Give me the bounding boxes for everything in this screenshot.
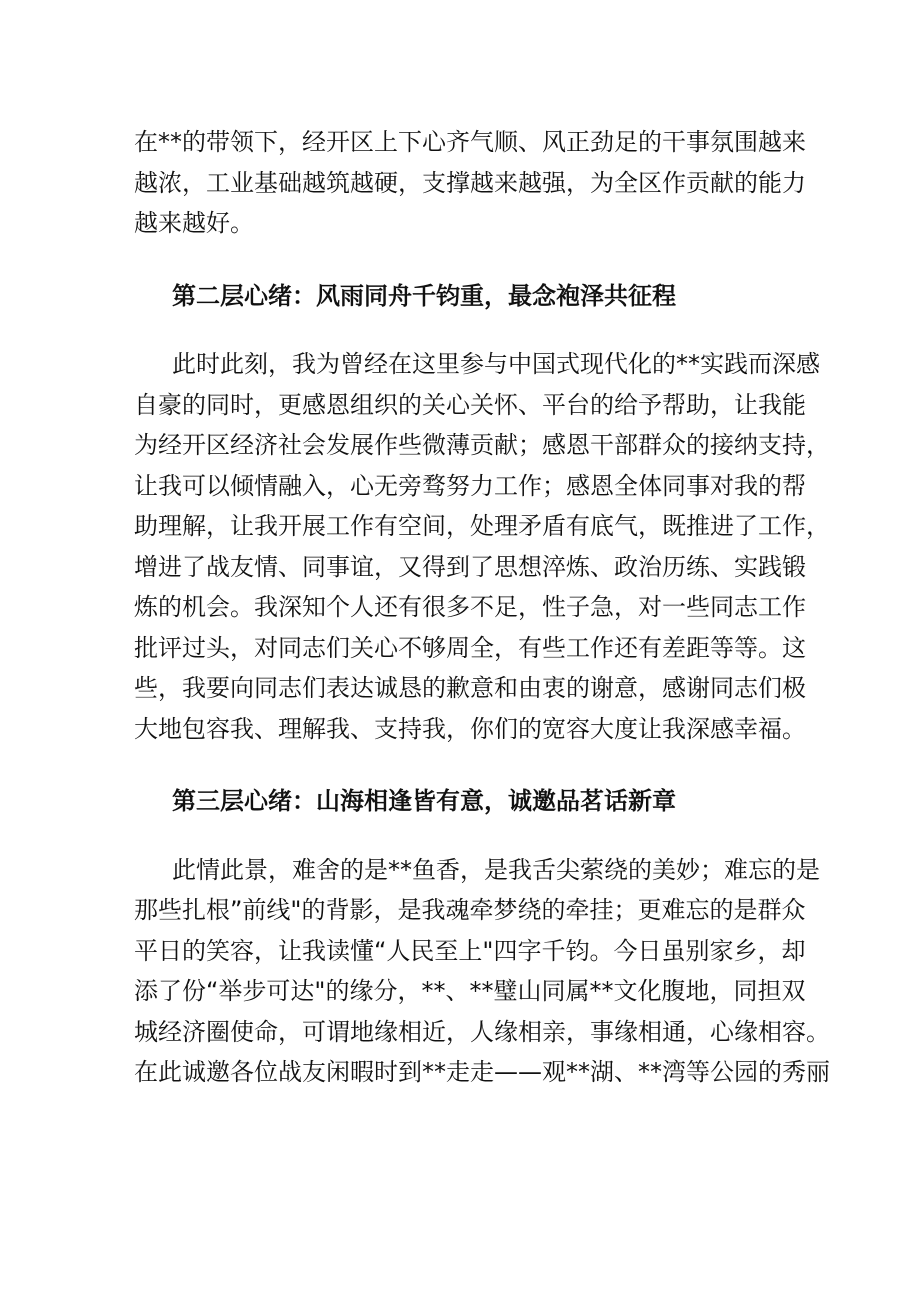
paragraph-line: 为经开区经济社会发展作些微薄贡献；感恩干部群众的接纳支持， bbox=[134, 431, 830, 459]
paragraph-line: 越浓，工业基础越筑越硬，支撑越来越强，为全区作贡献的能力 bbox=[134, 168, 806, 197]
section-3-paragraph bbox=[134, 850, 830, 1093]
paragraph-line: 批评过头，对同志们关心不够周全，有些工作还有差距等等。这 bbox=[134, 633, 806, 662]
paragraph-line: 越来越好。 bbox=[134, 209, 254, 237]
paragraph-line: 在此诚邀各位战友闲暇时到**走走——观**湖、**湾等公园的秀丽 bbox=[134, 1058, 830, 1086]
section-2-heading: 第二层心绪：风雨同舟千钧重，最念袍泽共征程 bbox=[172, 281, 676, 310]
paragraph-line: 让我可以倾情融入，心无旁骛努力工作；感恩全体同事对我的帮 bbox=[134, 471, 806, 500]
paragraph-line: 大地包容我、理解我、支持我，你们的宽容大度让我深感幸福。 bbox=[134, 714, 806, 743]
paragraph-line: 增进了战友情、同事谊，又得到了思想淬炼、政治历练、实践锻 bbox=[134, 552, 806, 581]
paragraph-line: 添了份“举步可达"的缘分，**、**璧山同属**文化腹地，同担双 bbox=[134, 977, 806, 1005]
paragraph-line: 助理解，让我开展工作有空间，处理矛盾有底气，既推进了工作， bbox=[134, 512, 830, 540]
paragraph-line: 那些扎根”前线"的背影，是我魂牵梦绕的牵挂；更难忘的是群众 bbox=[134, 896, 806, 924]
paragraph-line: 平日的笑容，让我读懂“人民至上"四字千钧。今日虽别家乡，却 bbox=[134, 936, 806, 965]
paragraph-1 bbox=[134, 122, 806, 244]
paragraph-line: 城经济圈使命，可谓地缘相近，人缘相亲，事缘相通，心缘相容。 bbox=[134, 1017, 830, 1046]
section-2-paragraph bbox=[134, 344, 830, 749]
paragraph-line: 此时此刻，我为曾经在这里参与中国式现代化的**实践而深感 bbox=[172, 350, 820, 378]
paragraph-line: 炼的机会。我深知个人还有很多不足，性子急，对一些同志工作 bbox=[134, 593, 806, 621]
paragraph-line: 自豪的同时，更感恩组织的关心关怀、平台的给予帮助，让我能 bbox=[134, 390, 806, 419]
section-3-heading: 第三层心绪：山海相逢皆有意，诚邀品茗话新章 bbox=[172, 787, 676, 815]
document-body bbox=[134, 122, 830, 1093]
paragraph-line: 此情此景，难舍的是**鱼香，是我舌尖萦绕的美妙；难忘的是 bbox=[172, 855, 820, 884]
paragraph-line: 些，我要向同志们表达诚恳的歉意和由衷的谢意，感谢同志们极 bbox=[134, 674, 806, 702]
paragraph-line: 在**的带领下，经开区上下心齐气顺、风正劲足的干事氛围越来 bbox=[134, 128, 806, 156]
